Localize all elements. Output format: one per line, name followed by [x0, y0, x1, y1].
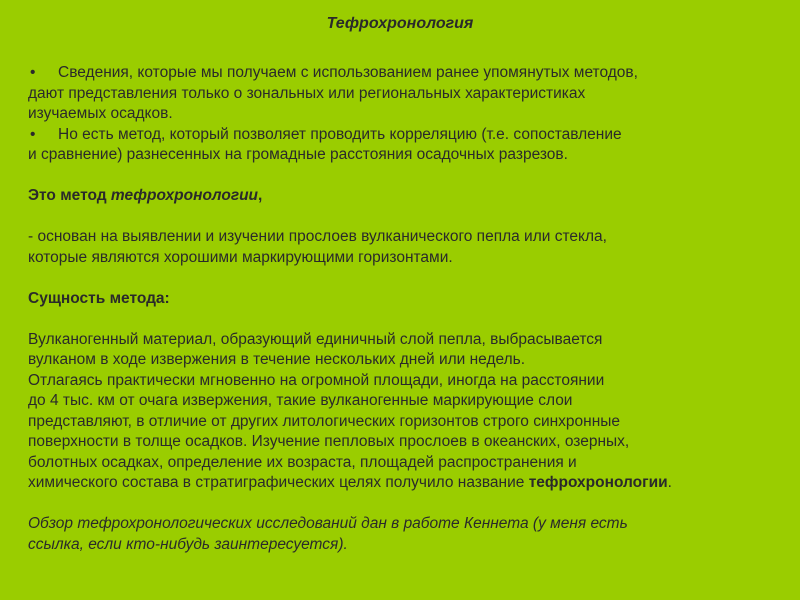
essence-last-text: химического состава в стратиграфических целях получило название	[28, 474, 529, 491]
essence-line-7: болотных осадках, определение их возраста, площадей распространения и	[28, 453, 577, 471]
bullet-icon: •	[30, 64, 36, 81]
essence-line-4: до 4 тыс. км от очага извержения, такие вулканогенные маркирующие слои	[28, 392, 573, 409]
method-heading	[28, 186, 778, 207]
spacer	[28, 268, 778, 289]
essence-line-2: вулканом в ходе извержения в течение нескольких дней или недель.	[28, 351, 526, 368]
bullet-2-line-2: и сравнение) разнесенных на громадные расстояния осадочных разрезов.	[28, 146, 568, 163]
essence-line-5: представляют, в отличие от других литологических горизонтов строго синхронные	[28, 412, 621, 430]
method-heading-prefix: Это метод	[28, 187, 111, 204]
essence-last-end: .	[667, 474, 672, 491]
bullet-item-2	[28, 125, 778, 146]
review-line-2: ссылка, если кто-нибудь заинтересуется).	[28, 535, 348, 553]
spacer	[28, 309, 778, 330]
essence-line-1: Вулканогенный материал, образующий единичный слой пепла, выбрасывается	[28, 330, 603, 348]
method-heading-emphasis: тефрохронологии	[110, 187, 259, 204]
description-line-1: - основан на выявлении и изучении прослоев вулканического пепла или стекла,	[28, 228, 607, 245]
essence-line-8	[28, 473, 778, 494]
essence-line-3: Отлагаясь практически мгновенно на огромной площади, иногда на расстоянии	[28, 371, 605, 389]
bullet-1-line-2: дают представления только о зональных или региональных характеристиках	[28, 84, 586, 102]
slide-body	[28, 63, 778, 555]
bullet-1-line-1: Сведения, которые мы получаем с использованием ранее упомянутых методов,	[58, 64, 638, 81]
essence-term: тефрохронологии	[528, 474, 668, 491]
spacer	[28, 207, 778, 228]
bullet-icon: •	[30, 125, 36, 143]
bullet-item-1	[28, 63, 778, 84]
spacer	[28, 494, 778, 515]
slide-title: Тефрохронология	[326, 15, 474, 32]
bullet-1-line-3: изучаемых осадков.	[28, 105, 173, 122]
essence-heading: Сущность метода:	[28, 289, 170, 307]
method-heading-suffix: ,	[258, 187, 263, 204]
description-line-2: которые являются хорошими маркирующими горизонтами.	[28, 248, 453, 266]
essence-line-6: поверхности в толще осадков. Изучение пепловых прослоев в океанских, озерных,	[28, 433, 630, 450]
spacer	[28, 166, 778, 187]
bullet-2-line-1: Но есть метод, который позволяет проводить корреляцию (т.е. сопоставление	[58, 125, 622, 143]
review-line-1: Обзор тефрохронологических исследований дан в работе Кеннета (у меня есть	[28, 515, 628, 532]
